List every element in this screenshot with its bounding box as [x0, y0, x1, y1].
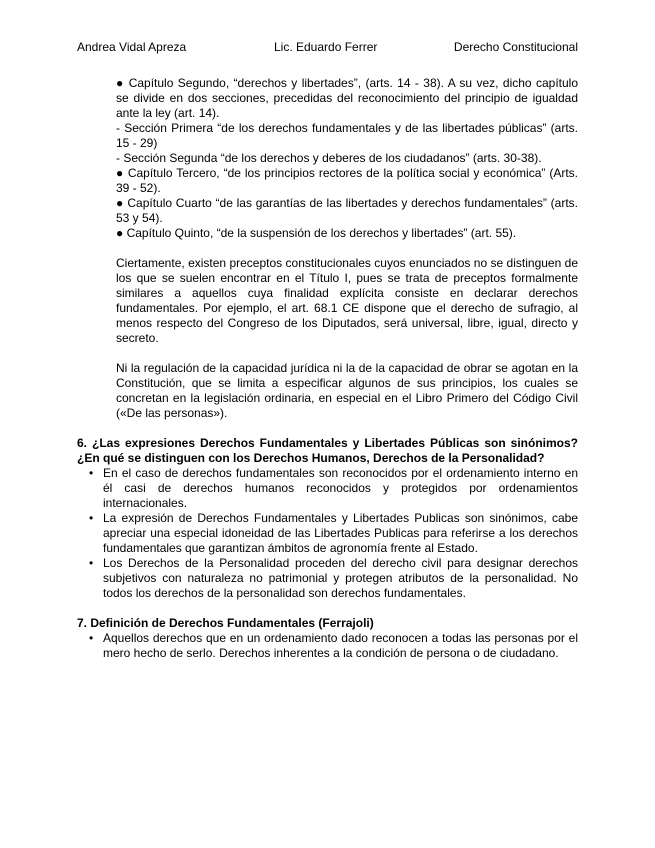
- chapter-item: - Sección Segunda “de los derechos y deberes de los ciudadanos” (arts. 30-38).: [116, 151, 542, 165]
- list-item-text: Los Derechos de la Personalidad proceden del derecho civil para designar derechos subjetivos con naturaleza no patrimonial y protegen atributos de la personalidad. No todos los derechos de la personalidad son derechos fundamentales.: [103, 556, 578, 600]
- body-paragraph: Ciertamente, existen preceptos constitucionales cuyos enunciados no se distinguen de los que se suelen encontrar en el Título I, pues se trata de preceptos formalmente similares a aquellos cuya finalidad explícita consiste en declarar derechos fundamentales. Por ejemplo, el art. 68.1 CE dispone que el derecho de sufragio, al menos respecto del Congreso de los Diputados, será universal, libre, igual, directo y secreto.: [116, 256, 578, 345]
- list-item-text: La expresión de Derechos Fundamentales y Libertades Publicas son sinónimos, cabe apreciar una especial idoneidad de las Libertades Publicas para referirse a los derechos fundamentales que garantizan ámbitos de agronomía frente al Estado.: [103, 511, 578, 555]
- bullet-icon: •: [89, 466, 94, 480]
- body-paragraph: Ni la regulación de la capacidad jurídica ni la de la capacidad de obrar se agotan en la Constitución, que se limita a especificar algunos de sus principios, los cuales se concretan en la legislación ordinaria, en especial en el Libro Primero del Código Civil («De las personas»).: [116, 361, 578, 420]
- chapter-item: ● Capítulo Tercero, “de los principios rectores de la política social y económica” (Arts. 39 - 52).: [116, 166, 578, 195]
- chapter-item: ● Capítulo Cuarto “de las garantías de las libertades y derechos fundamentales” (arts. 53 y 54).: [116, 196, 578, 225]
- page-header: [77, 39, 578, 55]
- bullet-icon: •: [89, 631, 94, 645]
- list-item-text: En el caso de derechos fundamentales son reconocidos por el ordenamiento interno en él casi de derechos humanos reconocidos y protegidos por ordenamientos internacionales.: [103, 466, 578, 510]
- list-item: [89, 466, 578, 511]
- chapter-item: ● Capítulo Quinto, “de la suspensión de los derechos y libertades” (art. 55).: [116, 226, 517, 240]
- bullet-icon: •: [89, 511, 94, 525]
- header-professor: Lic. Eduardo Ferrer: [274, 40, 378, 54]
- header-subject: Derecho Constitucional: [453, 40, 578, 54]
- list-item: [89, 556, 578, 601]
- list-item: [89, 511, 578, 556]
- section-6-heading: 6. ¿Las expresiones Derechos Fundamentales y Libertades Públicas son sinónimos? ¿En qué se distinguen con los Derechos Humanos, Derechos de la Personalidad?: [77, 436, 578, 465]
- list-item-text: Aquellos derechos que en un ordenamiento dado reconocen a todas las personas por el mero hecho de serlo. Derechos inherentes a la condición de persona o de ciudadano.: [103, 631, 578, 660]
- section-7-heading: 7. Definición de Derechos Fundamentales (Ferrajoli): [77, 616, 374, 630]
- section-7-list: [77, 631, 578, 661]
- chapter-item: - Sección Primera “de los derechos fundamentales y de las libertades públicas” (arts. 15 - 29): [116, 121, 578, 150]
- list-item: [89, 631, 578, 661]
- header-author: Andrea Vidal Apreza: [77, 40, 187, 54]
- document-body: [77, 76, 578, 661]
- section-6-list: [77, 466, 578, 601]
- chapter-list: [77, 76, 578, 421]
- chapter-item: ● Capítulo Segundo, “derechos y libertades”, (arts. 14 - 38). A su vez, dicho capítulo se divide en dos secciones, precedidas del reconocimiento del principio de igualdad ante la ley (art. 14).: [116, 76, 578, 120]
- bullet-icon: •: [89, 556, 94, 570]
